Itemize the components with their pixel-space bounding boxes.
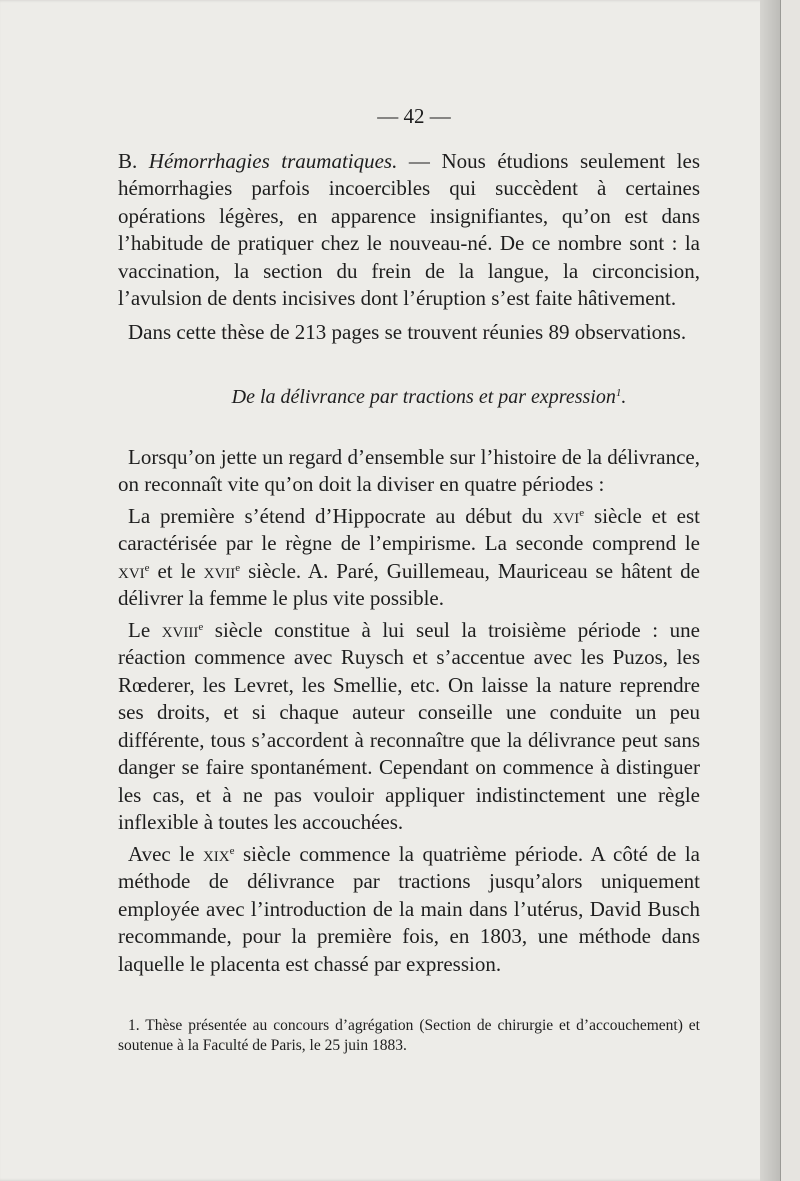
text-run: Le xyxy=(128,617,162,642)
heading-trailing: . xyxy=(621,386,627,408)
century-numeral: xvi xyxy=(552,503,580,528)
heading-text: De la délivrance par tractions et par expression xyxy=(231,386,616,408)
page-number: — 42 — xyxy=(377,104,451,128)
text-run: siècle et est caractérisée par le règne de l’empirisme. La seconde comprend le xyxy=(118,503,700,555)
section-b-label: B. xyxy=(118,148,149,173)
ordinal-sup: e xyxy=(229,844,235,857)
section-heading xyxy=(118,384,700,412)
ordinal-sup: e xyxy=(579,506,585,519)
ordinal-sup: e xyxy=(144,561,150,574)
text-run: siècle commence la quatrième période. A côté de la méthode de délivrance par tractions jusqu’alors uniquement employée avec l’introduction de la main dans l’utérus, David Busch recommande, pour la première fois, en 1803, une méthode dans laquelle le placenta est chassé par expression. xyxy=(118,841,701,976)
heading-note-mark: 1 xyxy=(615,387,622,399)
fourth-period-paragraph xyxy=(118,841,700,979)
first-period-paragraph xyxy=(118,503,700,613)
section-b-title: Hémorrhagies traumatiques. xyxy=(148,148,398,173)
ordinal-sup: e xyxy=(235,561,241,574)
century-numeral: xix xyxy=(202,841,230,866)
section-b-body: — Nous étudions seulement les hémorrhagies parfois incoercibles qui succèdent à certaines opérations légères, en apparence insignifiantes, qu’on est dans l’habitude de pratiquer chez le nouveau-né. De ce nombre sont : la vaccination, la section du frein de la langue, la circoncision, l’avulsion de dents incisives dont l’éruption s’est faite hâtivement. xyxy=(118,148,701,310)
third-period-paragraph xyxy=(118,617,700,837)
century-numeral: xvii xyxy=(203,558,236,583)
text-run: et le xyxy=(149,558,204,583)
section-b-paragraph xyxy=(118,148,700,313)
page-edge xyxy=(760,0,780,1181)
observations-paragraph: Dans cette thèse de 213 pages se trouvent réunies 89 observations. xyxy=(128,319,687,344)
footnote: 1. Thèse présentée au concours d’agrégation (Section de chirurgie et d’accouchement) et soutenue à la Faculté de Paris, le 25 juin 1883. xyxy=(118,1017,700,1054)
text-block xyxy=(118,103,700,1056)
ordinal-sup: e xyxy=(198,620,204,633)
century-numeral: xviii xyxy=(161,617,199,642)
text-run: siècle constitue à lui seul la troisième période : une réaction commence avec Ruysch et s’accentue avec les Puzos, les Rœderer, les Levret, les Smellie, etc. On laisse la nature reprendre ses droits, et si chaque auteur conseille une conduite un peu différente, tous s’accordent à reconnaître que la délivrance peut sans danger se faire spontanément. Cependant on commence à distinguer les cas, et à ne pas vouloir appliquer indistinctement une règle inflexible à toutes les accouchées. xyxy=(118,617,700,834)
text-run: La première s’étend d’Hippocrate au début du xyxy=(128,503,553,528)
text-run: Avec le xyxy=(128,841,203,866)
century-numeral: xvi xyxy=(118,558,145,583)
intro-paragraph: Lorsqu’on jette un regard d’ensemble sur l’histoire de la délivrance, on reconnaît vite qu’on doit la diviser en quatre périodes : xyxy=(118,444,700,496)
text-run: siècle. A. Paré, Guillemeau, Mauriceau se hâtent de délivrer la femme le plus vite possible. xyxy=(118,558,700,610)
